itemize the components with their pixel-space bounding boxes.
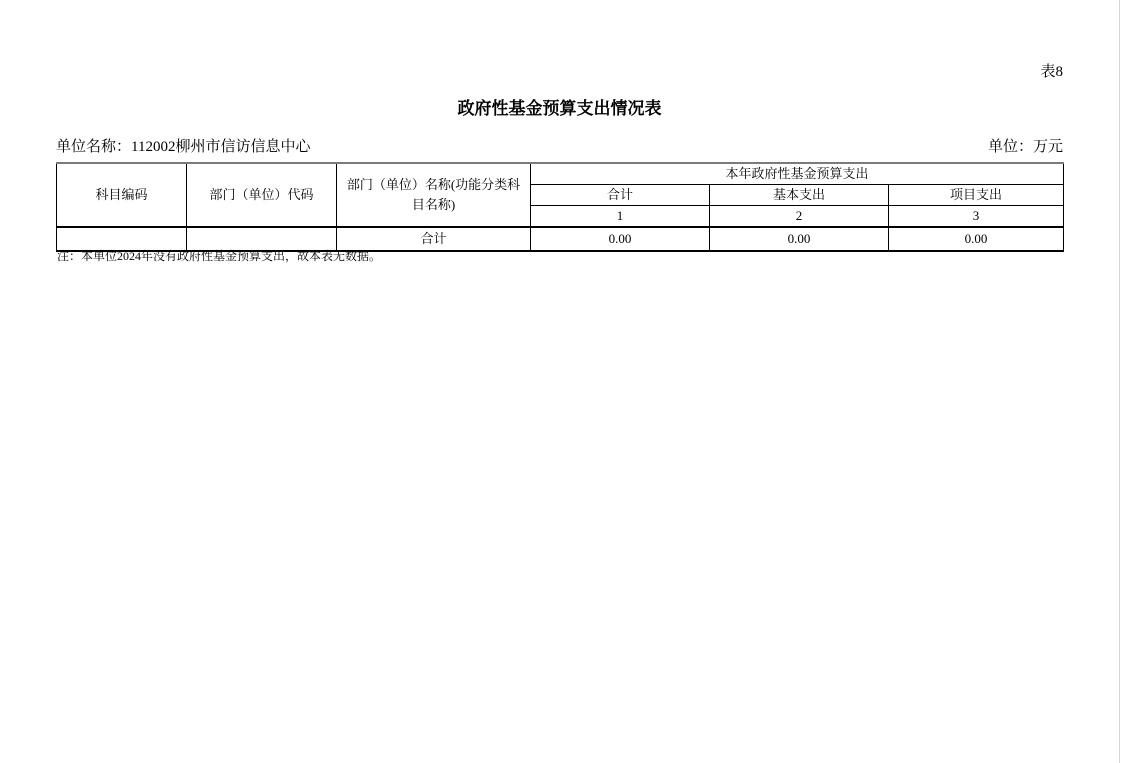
- column-header-total: 合计: [531, 185, 710, 206]
- header-row-group: [57, 163, 1064, 185]
- column-index-2: 2: [710, 206, 889, 228]
- column-header-dept-name: 部门（单位）名称(功能分类科目名称): [337, 163, 531, 227]
- cell-total-value: 0.00: [531, 227, 710, 251]
- table-body: [57, 227, 1064, 251]
- info-row: [56, 138, 1063, 157]
- cell-subject-code: [57, 227, 187, 251]
- column-group-header-current-year-expenditure: 本年政府性基金预算支出: [531, 163, 1064, 185]
- column-header-dept-code: 部门（单位）代码: [187, 163, 337, 227]
- column-header-subject-code: 科目编码: [57, 163, 187, 227]
- budget-expenditure-table: [56, 162, 1064, 252]
- table-number-label: 表8: [1040, 64, 1063, 80]
- cell-basic-expenditure-value: 0.00: [710, 227, 889, 251]
- column-header-project-expenditure: 项目支出: [889, 185, 1064, 206]
- cell-dept-code: [187, 227, 337, 251]
- column-header-basic-expenditure: 基本支出: [710, 185, 889, 206]
- cell-dept-name: 合计: [337, 227, 531, 251]
- page-edge-divider: [1119, 0, 1120, 763]
- table-row-total: [57, 227, 1064, 251]
- unit-name-label: 单位名称：112002柳州市信访信息中心: [56, 139, 311, 155]
- page-title: 政府性基金预算支出情况表: [457, 99, 662, 118]
- column-index-1: 1: [531, 206, 710, 228]
- cell-project-expenditure-value: 0.00: [889, 227, 1064, 251]
- table-header: [57, 163, 1064, 227]
- footnote: 注：本单位2024年没有政府性基金预算支出，故本表无数据。: [57, 249, 382, 263]
- unit-of-measure-label: 单位：万元: [987, 139, 1063, 155]
- column-index-3: 3: [889, 206, 1064, 228]
